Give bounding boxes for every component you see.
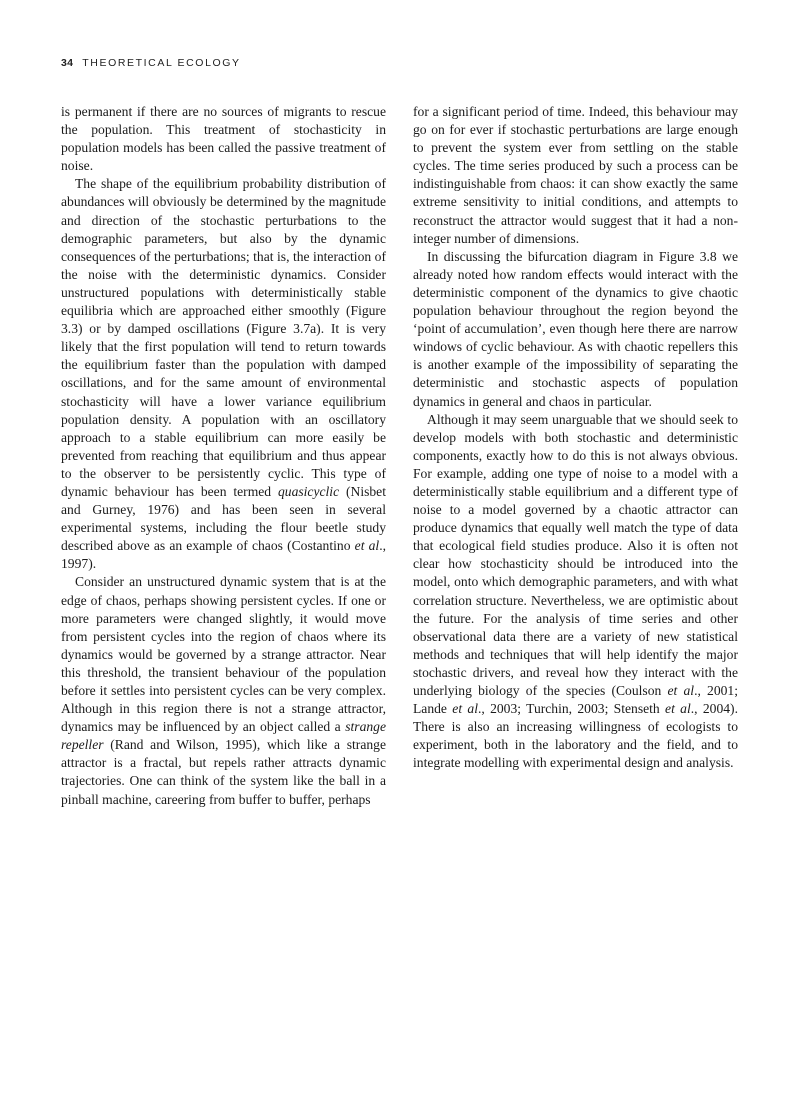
running-header [61,57,241,69]
page-number: 34 [61,57,74,69]
right-column [413,103,738,772]
text-run: ., 2004). There is also an increasing willingness of ecologists to experiment, both in the laboratory and the field, and to integrate modelling with experimental design and analysis. [413,701,738,771]
italic-text: strange repeller [61,719,386,753]
text-run: Although it may seem unarguable that we should seek to develop models with both stochastic and deterministic components, exactly how to do this is not always obvious. For example, adding one type of noise to a model with a deterministically stable equilibrium and a different type of noise to a model governed by a chaotic attractor can produce dynamics that equally well match the type of data that ecological field studies produce. Also it is often not clear how stochasticity should be introduced into the model, onto which demographic parameters, and with what correlation structure. Nevertheless, we are optimistic about the future. For the analysis of time series and other observational data there are a variety of new statistical methods and techniques that will help identify the major stochastic drivers, and reveal how they interact with the underlying biology of the species (Coulson [413,411,738,698]
paragraph [61,103,386,175]
text-run: (Rand and Wilson, 1995), which like a strange attractor is a fractal, but repels rather attracts dynamic trajectories. One can think of the system like the ball in a pinball machine, careering from buffer to buffer, perhaps [61,737,386,807]
text-run: In discussing the bifurcation diagram in Figure 3.8 we already noted how random effects would interact with the deterministic component of the dynamics to give chaotic population behaviour throughout the region beyond the ‘point of accumulation’, even though here there are narrow windows of cyclic behaviour. As with chaotic repellers this is another example of the impossibility of separating the deterministic and stochastic aspects of population dynamics in general and chaos in particular. [413,248,738,409]
text-run: ., 2001; Lande [413,683,738,717]
italic-text: et al [354,538,380,554]
italic-text: quasicyclic [277,483,340,499]
text-run: (Nisbet and Gurney, 1976) and has been seen in several experimental systems, including the flour beetle study described above as an example of chaos (Costantino [61,483,386,554]
italic-text: et al [452,701,478,717]
paragraph [61,573,386,808]
text-run: ., 2003; Turchin, 2003; Stenseth [477,701,666,717]
text-run: for a significant period of time. Indeed, this behaviour may go on for ever if stochastic perturbations are large enough to prevent the system ever from settling on the stable cycles. The time series produced by such a process can be indistinguishable from chaos: it can show exactly the same extreme sensitivity to initial conditions, and attempts to reconstruct the attractor would suggest that it had a non-integer number of dimensions. [413,104,738,246]
text-run: ., 1997). [61,538,386,572]
text-run: The shape of the equilibrium probability distribution of abundances will obviously be determined by the magnitude and direction of the stochastic perturbations to the demographic parameters, but also by the dynamic consequences of the perturbations; that is, the interaction of the noise with the deterministic dynamics. Consider unstructured populations with deterministically stable equilibria which are approached either smoothly (Figure 3.3) or by damped oscillations (Figure 3.7a). It is very likely that the first population will tend to return towards the equilibrium faster than the population with damped oscillations, and for the same amount of environmental stochasticity will have a lower variance equilibrium population density. A population with an oscillatory approach to a stable equilibrium can more easily be prevented from reaching that equilibrium and thus appear to the observer to be persistently cyclic. This type of dynamic behaviour has been termed [61,176,386,499]
running-title: THEORETICAL ECOLOGY [82,57,241,69]
paragraph [413,411,738,773]
italic-text: et al [665,701,691,717]
text-run: is permanent if there are no sources of migrants to rescue the population. This treatment of stochasticity in population models has been called the passive treatment of noise. [61,104,386,174]
italic-text: et al [667,683,695,698]
left-column [61,103,386,809]
paragraph [413,248,738,411]
paragraph [61,175,386,573]
text-run: Consider an unstructured dynamic system that is at the edge of chaos, perhaps showing persistent cycles. If one or more parameters were changed slightly, it would move from persistent cycles into the region of chaos where its dynamics would be governed by a strange attractor. Near this threshold, the transient behaviour of the population before it settles into persistent cycles can be very complex. Although in this region there is not a strange attractor, dynamics may be influenced by an object called a [61,574,386,735]
paragraph [413,103,738,248]
